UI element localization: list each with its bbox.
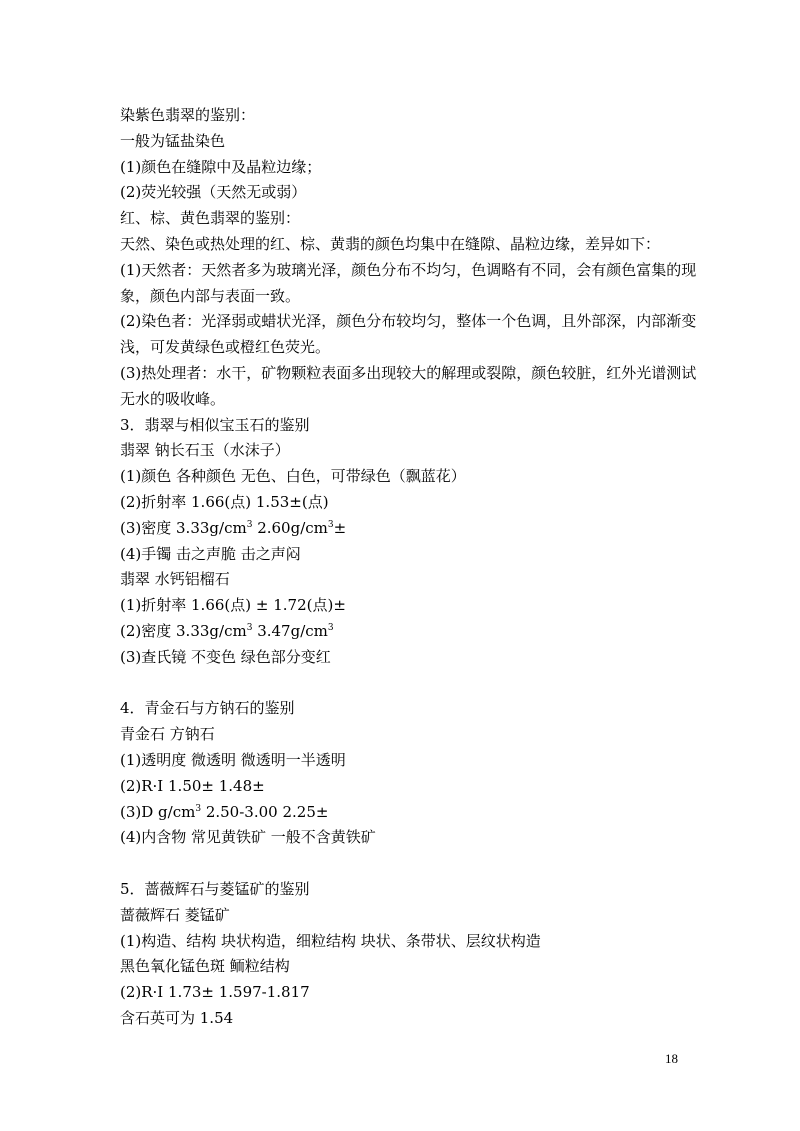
text-line: 黑色氧化锰色斑 鲕粒结构 [120,957,290,976]
heading-purple-jadeite: 染紫色翡翠的鉴别： [120,106,256,124]
list-item-density: (3)密度 $3.33g/cm^3$ $2.60g/cm^3\pm$ [120,518,347,537]
comparison-header: 翡翠 钠长石玉（水沫子） [120,441,290,460]
list-item: (2)R·I 1.50± 1.48± [120,776,265,795]
document-body [120,103,697,1032]
comparison-header: 翡翠 水钙铝榴石 [120,570,230,589]
list-item: (4)内含物 常见黄铁矿 一般不含黄铁矿 [120,828,376,847]
list-item: (2)R·I 1.73± 1.597-1.817 [120,983,310,1002]
list-item: (1)天然者：天然者多为玻璃光泽，颜色分布不均匀，色调略有不同，会有颜色富集的现 [120,260,697,279]
list-item: (1)构造、结构 块状构造，细粒结构 块状、条带状、层纹状构造 [120,931,541,950]
text-line: 天然、染色或热处理的红、棕、黄翡的颜色均集中在缝隙、晶粒边缘，差异如下： [120,234,661,253]
text-line: 含石英可为 1.54 [120,1008,234,1027]
list-item: (4)手镯 击之声脆 击之声闷 [120,544,301,563]
blank-line [120,671,690,697]
list-item: (1)折射率 1.66(点) ± 1.72(点)± [120,596,346,615]
list-item: (1)颜色在缝隙中及晶粒边缘； [120,157,322,176]
page-number: 18 [665,1051,678,1066]
list-item: (2)染色者：光泽弱或蜡状光泽，颜色分布较均匀，整体一个色调，且外部深，内部渐变 [120,312,697,331]
blank-line [120,851,690,877]
list-item: (1)颜色 各种颜色 无色、白色，可带绿色（飘蓝花） [120,467,466,486]
text-line: 一般为锰盐染色 [120,131,226,150]
comparison-header: 青金石 方钠石 [120,725,215,744]
text-line: 浅，可发黄绿色或橙红色荧光。 [120,338,331,357]
text-line: 象，颜色内部与表面一致。 [120,286,301,305]
list-item: (3)热处理者：水干，矿物颗粒表面多出现较大的解理或裂隙，颜色较脏，红外光谱测试 [120,363,697,382]
list-item-density: (2)密度 $3.33g/cm^3$ $3.47g/cm^3$ [120,621,334,640]
list-item-density: (3)D $g/cm^3$ 2.50-3.00 2.25± [120,802,329,821]
heading-red-brown-yellow-jadeite: 红、棕、黄色翡翠的鉴别： [120,209,301,228]
list-item: (3)查氏镜 不变色 绿色部分变红 [120,647,331,666]
list-item: (1)透明度 微透明 微透明一半透明 [120,750,346,769]
section-heading-4: 4．青金石与方钠石的鉴别 [120,699,295,718]
list-item: (2)折射率 1.66(点) 1.53±(点) [120,492,329,511]
comparison-header: 蔷薇辉石 菱锰矿 [120,905,230,924]
section-heading-3: 3．翡翠与相似宝玉石的鉴别 [120,415,310,434]
list-item: (2)荧光较强（天然无或弱） [120,183,307,202]
text-line: 无水的吸收峰。 [120,389,226,408]
section-heading-5: 5．蔷薇辉石与菱锰矿的鉴别 [120,879,310,898]
